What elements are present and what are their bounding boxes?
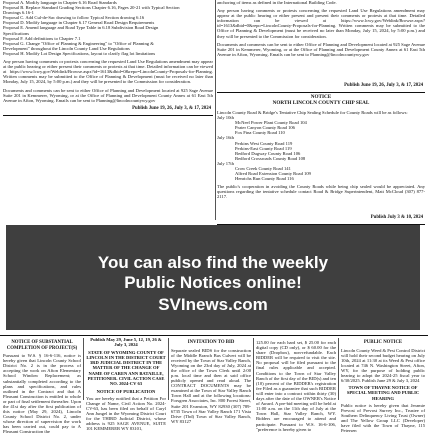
publish-dates: Publish June 19, 26, July 3, & 17, 2024 (3, 104, 213, 116)
notice-body: Public notice is hereby given that Jeramie Prevost of Prevost Survey Inc., Trustee of Southern Delinquency Living Trust (Owner) and The Yellow Group LLC (Developer) have filed with the Town of Thayne, 115 Petersen (341, 403, 425, 434)
schedule-date: July 16th (217, 135, 234, 141)
proposal-line: Proposal H. Modify Lot Design Specifications, layout to clarify flag lot limitations (3, 50, 156, 56)
chip-seal-notice (217, 95, 425, 220)
proposal-line: Proposal B. Replace Standard Grading Sections Chapter 6.16, Pages 20-21 with Typical Section (3, 5, 180, 11)
notice-heading: STATE OF WYOMING COUNTY OF LINCOLN IN THE DISTRICT COURT 3RD JUDICIAL DISTRICT IN THE MATTER OF THE CHANGE OF NAME OF CAREN ANN BATAILLE, PETITIONER. CIVIL ACTION CASE NO. 2024-CV 63 (86, 349, 166, 387)
publish-dates: Publish May 29, June 5, 12, 19, 26 & July 3, 2024 (90, 337, 162, 348)
column-divider (338, 338, 339, 400)
notice-body: 125.00 for each hard set, $ 25.00 for each digital copy (CD only), or $ 60.00 for the share (Dropbox), non-refundable. Each BIDDER will be required to visit the site. No proposal will be filed pursuant to the final rules applicable and accepted. Conditions to the Town of Star Valley Ranch of the first day of the BID(s) and ten (10) percent of the BIDDER's registration fee Filed as a guarantee that such BIDDER will enter into a contract within thirty (30) days after the date of the OWNER's Notice of Award. A pre-bid meeting will be held at 11:00 a.m. on the 11th day of July at the Town Hall, Star Valley Ranch, WY. Bidders are encouraged to attend and participate. Pursuant to W.S. 16-6-106, "preference is hereby given to (256, 340, 336, 432)
notice-heading: TOWN OF THAYNE NOTICE OF SPECIAL MEETING AND PUBLIC HEARING (346, 385, 420, 401)
schedule-road: Bedford Dugway County Road 106 (235, 150, 301, 156)
name-change-notice (86, 337, 166, 432)
notice-body: Separate sealed BIDS for the construction of the Middle Branch Bus Culvert will be received by the Town of Star Valley Ranch, Wyoming on the 23rd day of July, 2024 at the office of the Town Clerk until 2:00 p.m. local time and then at said office publicly opened and read aloud. The CONTRACT DOCUMENTS may be examined at the Town of Star Valley Ranch Town Hall and at the following locations: Forsgren Associates, Inc. 800 Forest Street, Suite 201 Evanston, WY 82930 (307) 789-6735 Town of Star Valley Ranch 171 Vista Drive (Tbd) Town of Star Valley Ranch, WY 83127 (171, 347, 251, 424)
proposal-line: Proposal C. Add Cul-de-Sac drawing to follow Typical Section drawing 6.16 (3, 15, 145, 21)
documents-paragraph: Documents and comments can be sent to either Office of Planning and Development located at 925 Sage Avenue Suite 201 in Kemmerer, Wyoming, or at the Office of Planning and Development County Annex at 61 East 5th Avenue in Afton, Wyoming. Emails can be sent to Planning@lincolncountywy.gov (217, 41, 425, 57)
notice-heading: INVITATION TO BID (187, 340, 235, 345)
documents-paragraph: Documents and comments can be sent to either Office of Planning and Development located at 925 Sage Avenue Suite 201 in Kemmerer, Wyoming, or at the Office of Planning and Development County Annex at 61 East 5th Avenue in Afton, Wyoming. Emails can be sent to Planning@lincolncountywy.gov (3, 87, 213, 103)
notice-subheading: NORTH LINCOLN COUNTY CHIP SEAL (272, 99, 370, 106)
proposal-line: Drawings 6.16-1 (3, 10, 34, 16)
proposal-line: Development" throughout the Lincoln County Land Use Regulations (3, 45, 130, 51)
invitation-to-bid (171, 340, 251, 424)
proposal-line: Proposal G. Change "Office of Planning & Engineering" to "Office of Planning & (3, 40, 154, 46)
notice-heading: PUBLIC NOTICE (363, 340, 403, 345)
schedule-road: Henrichs Run County Road 116 (235, 176, 294, 182)
proposal-line: Proposal E. Amend language and Road Type Table in 6.18 Subdivision Road Design (3, 25, 159, 31)
notice-body: You are hereby notified that a Petition For Change of Name, Civil Action No. 2024-CV-63, has been filed on behalf of Caryl Ann Jungel in the Wyoming District Court for the THIRD Judicial District, whose address is 925 SAGE AVENUE, SUITE 101 KEMMERER WY 83101, (86, 395, 166, 432)
schedule-date: July 10th (217, 115, 234, 121)
schedule-road: Fox Fina County Road 110 (235, 130, 285, 136)
land-use-anchoring-notice (217, 0, 425, 84)
section-rule (0, 335, 428, 336)
notice-heading: NOTICE OF SUBSTANTIAL COMPLETION OF PROJECT(S) (6, 340, 78, 351)
schedule-road: McNeel Power Plant County Road 104 (235, 120, 307, 126)
column-divider (83, 338, 84, 400)
notice-body: Lincoln County Weed & Pest Control District will hold their second budget hearing on July 10th, 2024 at 11:30 at its Weed & Pest office located at 746 N. Washington Street, Afton, WY, for the purpose of holding public hearing to adopt the 2024-25 fiscal year to 6/30/2025. Publish June 29 & July 3, 2024 (341, 347, 426, 384)
weed-pest-notice (341, 340, 426, 434)
chip-seal-note: The public's cooperation in avoiding the County Roads while being chip sealed would be appreciated. Any questions regarding the tentative schedule contact Road & Bridge Superintendent, Matt McCloud (307) 877-2117. (217, 184, 425, 200)
ad-url-link[interactable]: SVInews.com (158, 295, 268, 314)
schedule-road: Crow Creek County Road 141 (235, 165, 291, 171)
proposal-list (3, 0, 213, 56)
publish-dates: Publish July 3 & 10, 2024 (217, 213, 425, 225)
column-divider (215, 0, 216, 220)
schedule-road: Bedford Crossroads County Road 108 (235, 155, 306, 161)
proposal-line: Proposal F. Add definitions to Chapter 7.1 (3, 35, 81, 41)
land-use-proposals-notice (3, 0, 213, 108)
column-divider (253, 338, 254, 400)
proposal-line: Specifications (3, 30, 30, 36)
schedule-road: Prater Canyon County Road 106 (235, 125, 295, 131)
comments-paragraph: Any person having comments or protests concerning the requested Land Use Regulations amendment may appear at the public hearing or either present and present their comments or protests at that time. Detailed information can be viewed at https://www.lcwy.gov/Weblink/Browse.aspx?id=1613&dbid=0&repo=LincolnCounty-Proposals-for-Planning. Written comments may be submitted to the Office of Planning & Development (must be received no later than Monday, July 15, 2024, by 5:00 p.m.) and they will be presented to the Commission for consideration. (217, 8, 425, 39)
schedule-road: Perkins West County Road 119 (235, 140, 293, 146)
bid-continuation (256, 340, 336, 432)
chip-seal-intro: Lincoln County Road & Bridge's Tentative Chip Sealing Schedule for County Roads will be as follows: (217, 109, 408, 115)
notice-subheading: NOTICE OF PUBLICATION (96, 388, 156, 394)
comments-paragraph: Any person having comments or protests concerning the requested Land Use Regulations amendment may appear at the public hearing or either present their comments or protests at that time. Detailed information can be viewed at https://www.lcwy.gov/Weblink/Browse.aspx?id=1613&dbid=0&repo=LincolnCounty-Proposals-for-Planning. Written comments may be submitted to the Office of Planning & Development (must be received no later than Monday, July 15, 2024, by 5:00 p.m.) and they will be presented to the Commission for consideration. (3, 59, 213, 85)
publish-dates: Publish June 19, 26, July 3, & 17, 2024 (217, 81, 425, 93)
anchoring-line: anchoring of items as defined in the International Building Code. (217, 0, 337, 5)
substantial-completion-notice (3, 340, 81, 435)
schedule-road: Alfred Road Extension County Road 109 (235, 171, 311, 177)
schedule-list (217, 115, 425, 181)
column-divider (168, 338, 169, 400)
ad-line-1: You can also find the weekly (97, 253, 329, 272)
notice-heading: NOTICE (310, 94, 332, 100)
schedule-date: July 17th (217, 160, 234, 166)
proposal-line: Proposal D. Modify language in Chapter 6.17 General Road Design Requirements (3, 20, 155, 26)
ad-line-2: Public Notices online! (124, 273, 302, 292)
proposal-line: Proposal A. Modify language in Chapter 6.16 Road Standards (3, 0, 117, 5)
svinews-ad-banner[interactable] (6, 225, 420, 330)
schedule-road: Perkins-East County Road 119 (235, 145, 292, 151)
notice-body: Pursuant to W.S. § 16-6-116, notice is hereby given that Lincoln County School District No. 2 is in the process of accepting the work on Afton Elementary School Window Replacement; as substantially completed according to the plans and specifications, and rules outlined in the Contract and that A Pleasant Construction is entitled to whole or part of final settlement thereafter. Upon the 41st day after the first publication of this notice (May 29, 2024), Lincoln County School District No. 2, under whose direction of supervision the work has been carried out, could pay to A Pleasant Construction the (3, 353, 81, 435)
